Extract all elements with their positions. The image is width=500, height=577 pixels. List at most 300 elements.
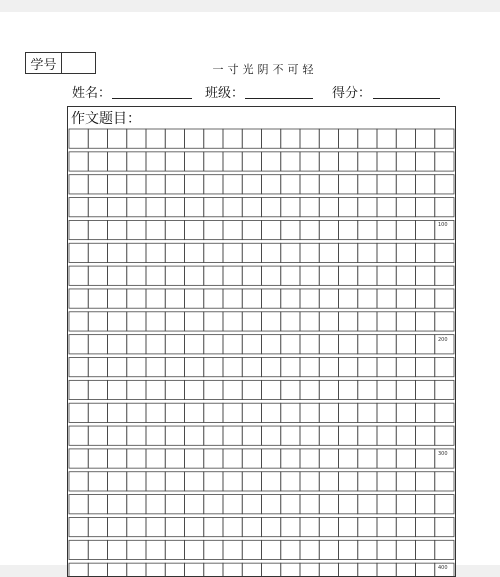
grid-cell[interactable] xyxy=(69,380,88,399)
grid-cell[interactable] xyxy=(300,472,319,491)
grid-cell[interactable] xyxy=(319,152,338,171)
grid-cell[interactable] xyxy=(108,563,127,577)
grid-cell[interactable] xyxy=(108,312,127,331)
grid-cell[interactable] xyxy=(262,426,281,445)
grid-cell[interactable] xyxy=(146,449,165,468)
grid-cell[interactable] xyxy=(165,517,184,536)
grid-cell[interactable] xyxy=(358,472,377,491)
grid-cell[interactable] xyxy=(88,380,107,399)
grid-cell[interactable] xyxy=(300,220,319,239)
grid-cell[interactable] xyxy=(165,335,184,354)
grid-cell[interactable] xyxy=(88,495,107,514)
grid-cell[interactable] xyxy=(146,175,165,194)
grid-cell[interactable] xyxy=(127,517,146,536)
grid-cell[interactable] xyxy=(165,563,184,577)
grid-cell[interactable] xyxy=(377,198,396,217)
grid-cell[interactable] xyxy=(300,243,319,262)
grid-cell[interactable] xyxy=(242,563,261,577)
grid-cell[interactable] xyxy=(300,175,319,194)
grid-cell[interactable] xyxy=(146,220,165,239)
grid-cell[interactable] xyxy=(185,266,204,285)
grid-cell[interactable] xyxy=(396,152,415,171)
grid-cell[interactable] xyxy=(223,449,242,468)
grid-cell[interactable] xyxy=(88,426,107,445)
grid-cell[interactable] xyxy=(377,266,396,285)
grid-cell[interactable] xyxy=(127,312,146,331)
grid-cell[interactable] xyxy=(319,517,338,536)
grid-cell[interactable] xyxy=(165,266,184,285)
grid-cell[interactable] xyxy=(300,358,319,377)
grid-cell[interactable] xyxy=(88,129,107,148)
grid-cell[interactable] xyxy=(358,220,377,239)
grid-cell[interactable] xyxy=(262,380,281,399)
grid-cell[interactable] xyxy=(339,403,358,422)
grid-cell[interactable] xyxy=(146,129,165,148)
grid-cell[interactable] xyxy=(339,449,358,468)
grid-cell[interactable] xyxy=(108,403,127,422)
grid-cell[interactable] xyxy=(396,449,415,468)
grid-cell[interactable] xyxy=(262,175,281,194)
grid-cell[interactable] xyxy=(127,449,146,468)
grid-cell[interactable] xyxy=(281,312,300,331)
grid-cell[interactable] xyxy=(416,220,435,239)
grid-cell[interactable] xyxy=(396,495,415,514)
grid-cell[interactable] xyxy=(396,472,415,491)
grid-cell[interactable] xyxy=(300,449,319,468)
grid-cell[interactable] xyxy=(127,152,146,171)
grid-cell[interactable] xyxy=(127,198,146,217)
grid-cell[interactable] xyxy=(281,472,300,491)
grid-cell[interactable] xyxy=(165,449,184,468)
grid-cell[interactable] xyxy=(339,335,358,354)
grid-cell[interactable] xyxy=(127,403,146,422)
grid-cell[interactable] xyxy=(185,175,204,194)
grid-cell[interactable] xyxy=(377,472,396,491)
grid-cell[interactable] xyxy=(281,289,300,308)
grid-cell[interactable] xyxy=(165,472,184,491)
grid-cell[interactable] xyxy=(435,312,454,331)
grid-cell[interactable] xyxy=(185,426,204,445)
grid-cell[interactable] xyxy=(108,129,127,148)
grid-cell[interactable] xyxy=(377,563,396,577)
grid-cell[interactable] xyxy=(435,426,454,445)
grid-cell[interactable] xyxy=(127,289,146,308)
grid-cell[interactable] xyxy=(396,517,415,536)
grid-cell[interactable] xyxy=(69,198,88,217)
grid-cell[interactable] xyxy=(69,517,88,536)
grid-cell[interactable] xyxy=(416,380,435,399)
grid-cell[interactable] xyxy=(127,335,146,354)
grid-cell[interactable] xyxy=(69,495,88,514)
grid-cell[interactable] xyxy=(69,243,88,262)
grid-cell[interactable] xyxy=(185,517,204,536)
grid-cell[interactable] xyxy=(165,152,184,171)
grid-cell[interactable] xyxy=(223,289,242,308)
grid-cell[interactable] xyxy=(319,472,338,491)
grid-cell[interactable] xyxy=(185,449,204,468)
grid-cell[interactable] xyxy=(300,495,319,514)
grid-cell[interactable] xyxy=(435,198,454,217)
grid-cell[interactable] xyxy=(242,403,261,422)
grid-cell[interactable] xyxy=(416,243,435,262)
grid-cell[interactable] xyxy=(242,380,261,399)
grid-cell[interactable] xyxy=(69,129,88,148)
grid-cell[interactable] xyxy=(69,152,88,171)
grid-cell[interactable] xyxy=(377,449,396,468)
grid-cell[interactable] xyxy=(435,380,454,399)
grid-cell[interactable] xyxy=(319,495,338,514)
grid-cell[interactable] xyxy=(108,243,127,262)
grid-cell[interactable] xyxy=(396,403,415,422)
grid-cell[interactable] xyxy=(69,449,88,468)
grid-cell[interactable] xyxy=(319,358,338,377)
grid-cell[interactable] xyxy=(358,517,377,536)
grid-cell[interactable] xyxy=(204,563,223,577)
grid-cell[interactable] xyxy=(319,403,338,422)
grid-cell[interactable] xyxy=(281,129,300,148)
grid-cell[interactable] xyxy=(69,358,88,377)
grid-cell[interactable] xyxy=(88,358,107,377)
grid-cell[interactable] xyxy=(339,472,358,491)
grid-cell[interactable] xyxy=(165,312,184,331)
grid-cell[interactable] xyxy=(242,312,261,331)
grid-cell[interactable] xyxy=(396,312,415,331)
grid-cell[interactable] xyxy=(262,129,281,148)
grid-cell[interactable] xyxy=(281,152,300,171)
grid-cell[interactable] xyxy=(377,540,396,559)
grid-cell[interactable] xyxy=(185,495,204,514)
grid-cell[interactable] xyxy=(165,220,184,239)
grid-cell[interactable] xyxy=(281,358,300,377)
grid-cell[interactable] xyxy=(281,449,300,468)
grid-cell[interactable] xyxy=(127,175,146,194)
grid-cell[interactable] xyxy=(358,495,377,514)
grid-cell[interactable] xyxy=(242,426,261,445)
grid-cell[interactable] xyxy=(69,426,88,445)
grid-cell[interactable] xyxy=(88,312,107,331)
grid-cell[interactable] xyxy=(377,335,396,354)
grid-cell[interactable] xyxy=(377,312,396,331)
grid-cell[interactable] xyxy=(165,243,184,262)
grid-cell[interactable] xyxy=(88,563,107,577)
grid-cell[interactable] xyxy=(108,152,127,171)
grid-cell[interactable] xyxy=(319,335,338,354)
grid-cell[interactable] xyxy=(319,129,338,148)
grid-cell[interactable] xyxy=(242,129,261,148)
grid-cell[interactable] xyxy=(416,472,435,491)
grid-cell[interactable] xyxy=(146,517,165,536)
grid-cell[interactable] xyxy=(416,335,435,354)
grid-cell[interactable] xyxy=(108,358,127,377)
grid-cell[interactable] xyxy=(300,335,319,354)
grid-cell[interactable] xyxy=(281,335,300,354)
grid-cell[interactable] xyxy=(185,198,204,217)
grid-cell[interactable] xyxy=(146,426,165,445)
grid-cell[interactable] xyxy=(69,266,88,285)
grid-cell[interactable] xyxy=(377,495,396,514)
grid-cell[interactable] xyxy=(223,175,242,194)
grid-cell[interactable] xyxy=(88,289,107,308)
grid-cell[interactable] xyxy=(146,266,165,285)
grid-cell[interactable] xyxy=(262,266,281,285)
grid-cell[interactable] xyxy=(377,403,396,422)
grid-cell[interactable] xyxy=(242,472,261,491)
grid-cell[interactable] xyxy=(127,380,146,399)
grid-cell[interactable] xyxy=(223,266,242,285)
grid-cell[interactable] xyxy=(416,312,435,331)
grid-cell[interactable] xyxy=(339,540,358,559)
grid-cell[interactable] xyxy=(204,472,223,491)
grid-cell[interactable] xyxy=(396,289,415,308)
grid-cell[interactable] xyxy=(358,563,377,577)
grid-cell[interactable] xyxy=(416,152,435,171)
grid-cell[interactable] xyxy=(185,312,204,331)
grid-cell[interactable] xyxy=(204,175,223,194)
grid-cell[interactable] xyxy=(69,220,88,239)
grid-cell[interactable] xyxy=(204,243,223,262)
grid-cell[interactable] xyxy=(300,152,319,171)
grid-cell[interactable] xyxy=(358,289,377,308)
grid-cell[interactable] xyxy=(319,449,338,468)
grid-cell[interactable] xyxy=(242,495,261,514)
grid-cell[interactable] xyxy=(88,198,107,217)
grid-cell[interactable] xyxy=(396,380,415,399)
grid-cell[interactable] xyxy=(416,289,435,308)
grid-cell[interactable] xyxy=(262,152,281,171)
grid-cell[interactable] xyxy=(185,472,204,491)
grid-cell[interactable] xyxy=(435,517,454,536)
grid-cell[interactable] xyxy=(358,129,377,148)
grid-cell[interactable] xyxy=(358,449,377,468)
grid-cell[interactable] xyxy=(435,175,454,194)
grid-cell[interactable] xyxy=(339,312,358,331)
grid-cell[interactable] xyxy=(416,175,435,194)
grid-cell[interactable] xyxy=(435,289,454,308)
grid-cell[interactable] xyxy=(88,403,107,422)
grid-cell[interactable] xyxy=(262,220,281,239)
grid-cell[interactable] xyxy=(242,152,261,171)
grid-cell[interactable] xyxy=(242,243,261,262)
grid-cell[interactable] xyxy=(300,312,319,331)
grid-cell[interactable] xyxy=(108,449,127,468)
grid-cell[interactable] xyxy=(108,472,127,491)
grid-cell[interactable] xyxy=(319,198,338,217)
grid-cell[interactable] xyxy=(204,449,223,468)
grid-cell[interactable] xyxy=(242,540,261,559)
grid-cell[interactable] xyxy=(108,175,127,194)
grid-cell[interactable] xyxy=(281,380,300,399)
grid-cell[interactable] xyxy=(262,449,281,468)
grid-cell[interactable] xyxy=(262,335,281,354)
grid-cell[interactable] xyxy=(358,152,377,171)
grid-cell[interactable] xyxy=(223,403,242,422)
grid-cell[interactable] xyxy=(185,335,204,354)
grid-cell[interactable] xyxy=(127,495,146,514)
grid-cell[interactable] xyxy=(185,540,204,559)
grid-cell[interactable] xyxy=(300,266,319,285)
grid-cell[interactable] xyxy=(146,495,165,514)
grid-cell[interactable] xyxy=(396,540,415,559)
grid-cell[interactable] xyxy=(435,495,454,514)
grid-cell[interactable] xyxy=(377,129,396,148)
grid-cell[interactable] xyxy=(281,198,300,217)
grid-cell[interactable] xyxy=(108,517,127,536)
grid-cell[interactable] xyxy=(108,289,127,308)
grid-cell[interactable] xyxy=(416,198,435,217)
grid-cell[interactable] xyxy=(435,540,454,559)
grid-cell[interactable] xyxy=(339,380,358,399)
grid-cell[interactable] xyxy=(300,129,319,148)
grid-cell[interactable] xyxy=(281,540,300,559)
grid-cell[interactable] xyxy=(185,403,204,422)
grid-cell[interactable] xyxy=(165,289,184,308)
grid-cell[interactable] xyxy=(358,175,377,194)
grid-cell[interactable] xyxy=(69,289,88,308)
grid-cell[interactable] xyxy=(377,358,396,377)
grid-cell[interactable] xyxy=(127,266,146,285)
grid-cell[interactable] xyxy=(127,243,146,262)
grid-cell[interactable] xyxy=(223,495,242,514)
grid-cell[interactable] xyxy=(185,152,204,171)
grid-cell[interactable] xyxy=(377,289,396,308)
grid-cell[interactable] xyxy=(281,495,300,514)
grid-cell[interactable] xyxy=(416,358,435,377)
grid-cell[interactable] xyxy=(416,495,435,514)
grid-cell[interactable] xyxy=(69,312,88,331)
grid-cell[interactable] xyxy=(300,289,319,308)
grid-cell[interactable] xyxy=(204,129,223,148)
grid-cell[interactable] xyxy=(319,289,338,308)
grid-cell[interactable] xyxy=(223,335,242,354)
grid-cell[interactable] xyxy=(242,517,261,536)
grid-cell[interactable] xyxy=(262,243,281,262)
grid-cell[interactable] xyxy=(185,358,204,377)
grid-cell[interactable] xyxy=(396,175,415,194)
grid-cell[interactable] xyxy=(242,198,261,217)
grid-cell[interactable] xyxy=(146,380,165,399)
grid-cell[interactable] xyxy=(204,312,223,331)
grid-cell[interactable] xyxy=(358,198,377,217)
grid-cell[interactable] xyxy=(319,243,338,262)
grid-cell[interactable] xyxy=(69,403,88,422)
grid-cell[interactable] xyxy=(281,563,300,577)
grid-cell[interactable] xyxy=(300,380,319,399)
grid-cell[interactable] xyxy=(69,563,88,577)
grid-cell[interactable] xyxy=(339,152,358,171)
grid-cell[interactable] xyxy=(416,426,435,445)
grid-cell[interactable] xyxy=(281,403,300,422)
grid-cell[interactable] xyxy=(339,220,358,239)
grid-cell[interactable] xyxy=(108,266,127,285)
grid-cell[interactable] xyxy=(185,129,204,148)
grid-cell[interactable] xyxy=(69,175,88,194)
grid-cell[interactable] xyxy=(416,266,435,285)
grid-cell[interactable] xyxy=(146,198,165,217)
grid-cell[interactable] xyxy=(146,243,165,262)
grid-cell[interactable] xyxy=(281,220,300,239)
grid-cell[interactable] xyxy=(165,426,184,445)
grid-cell[interactable] xyxy=(108,380,127,399)
grid-cell[interactable] xyxy=(204,198,223,217)
grid-cell[interactable] xyxy=(185,563,204,577)
grid-cell[interactable] xyxy=(146,563,165,577)
grid-cell[interactable] xyxy=(146,289,165,308)
grid-cell[interactable] xyxy=(204,403,223,422)
grid-cell[interactable] xyxy=(377,380,396,399)
grid-cell[interactable] xyxy=(262,517,281,536)
grid-cell[interactable] xyxy=(416,540,435,559)
grid-cell[interactable] xyxy=(242,358,261,377)
grid-cell[interactable] xyxy=(300,540,319,559)
grid-cell[interactable] xyxy=(242,175,261,194)
grid-cell[interactable] xyxy=(88,175,107,194)
grid-cell[interactable] xyxy=(281,243,300,262)
grid-cell[interactable] xyxy=(435,358,454,377)
grid-cell[interactable] xyxy=(281,517,300,536)
grid-cell[interactable] xyxy=(127,129,146,148)
grid-cell[interactable] xyxy=(358,243,377,262)
grid-cell[interactable] xyxy=(108,540,127,559)
grid-cell[interactable] xyxy=(416,449,435,468)
grid-cell[interactable] xyxy=(223,540,242,559)
grid-cell[interactable] xyxy=(146,152,165,171)
grid-cell[interactable] xyxy=(146,403,165,422)
grid-cell[interactable] xyxy=(223,129,242,148)
grid-cell[interactable] xyxy=(165,175,184,194)
grid-cell[interactable] xyxy=(262,472,281,491)
grid-cell[interactable] xyxy=(223,198,242,217)
grid-cell[interactable] xyxy=(358,380,377,399)
grid-cell[interactable] xyxy=(358,540,377,559)
grid-cell[interactable] xyxy=(204,517,223,536)
grid-cell[interactable] xyxy=(435,403,454,422)
grid-cell[interactable] xyxy=(319,426,338,445)
grid-cell[interactable] xyxy=(165,198,184,217)
grid-cell[interactable] xyxy=(281,266,300,285)
grid-cell[interactable] xyxy=(416,517,435,536)
grid-cell[interactable] xyxy=(396,563,415,577)
grid-cell[interactable] xyxy=(262,312,281,331)
grid-cell[interactable] xyxy=(185,289,204,308)
grid-cell[interactable] xyxy=(146,358,165,377)
grid-cell[interactable] xyxy=(146,312,165,331)
grid-cell[interactable] xyxy=(69,335,88,354)
student-id-field[interactable] xyxy=(62,53,95,73)
grid-cell[interactable] xyxy=(242,220,261,239)
grid-cell[interactable] xyxy=(319,312,338,331)
grid-cell[interactable] xyxy=(242,449,261,468)
grid-cell[interactable] xyxy=(300,403,319,422)
grid-cell[interactable] xyxy=(358,335,377,354)
grid-cell[interactable] xyxy=(262,540,281,559)
grid-cell[interactable] xyxy=(339,266,358,285)
grid-cell[interactable] xyxy=(88,266,107,285)
grid-cell[interactable] xyxy=(358,358,377,377)
grid-cell[interactable] xyxy=(300,563,319,577)
grid-cell[interactable] xyxy=(396,335,415,354)
grid-cell[interactable] xyxy=(358,426,377,445)
grid-cell[interactable] xyxy=(204,495,223,514)
grid-cell[interactable] xyxy=(88,449,107,468)
grid-cell[interactable] xyxy=(127,563,146,577)
grid-cell[interactable] xyxy=(204,358,223,377)
grid-cell[interactable] xyxy=(242,266,261,285)
grid-cell[interactable] xyxy=(88,335,107,354)
grid-cell[interactable] xyxy=(223,358,242,377)
grid-cell[interactable] xyxy=(416,403,435,422)
grid-cell[interactable] xyxy=(281,175,300,194)
grid-cell[interactable] xyxy=(339,175,358,194)
